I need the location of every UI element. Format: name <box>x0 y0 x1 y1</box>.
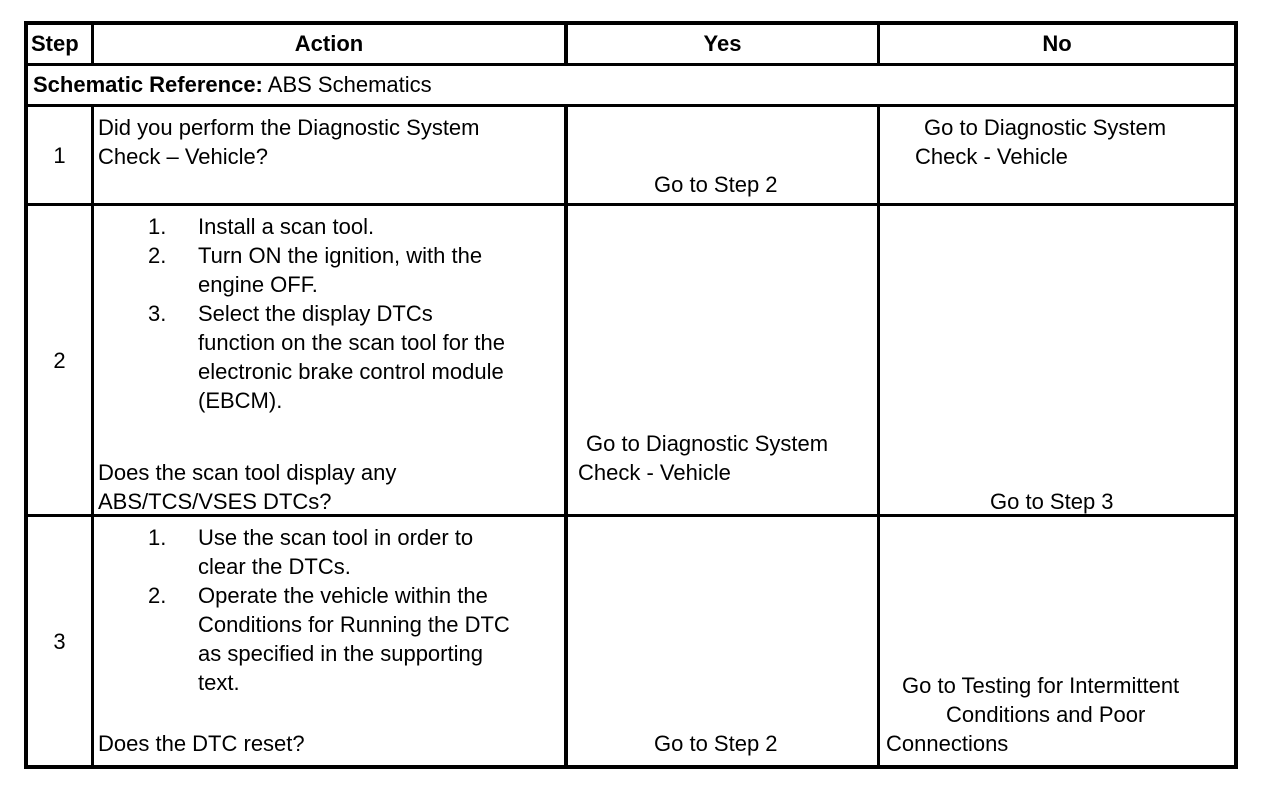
no-result: Go to Step 3 <box>990 489 1114 514</box>
header-action: Action <box>94 25 564 63</box>
yes-cell <box>568 107 877 203</box>
no-cell <box>880 206 1234 514</box>
substep-number: 1. <box>148 525 167 550</box>
action-cell <box>94 107 564 203</box>
no-result-line: Connections <box>886 731 1009 756</box>
action-cell <box>94 517 564 765</box>
yes-result-line: Go to Diagnostic System <box>586 431 829 456</box>
yes-cell <box>568 517 877 765</box>
substep-text: Use the scan tool in order to <box>198 525 474 550</box>
no-cell <box>880 517 1234 765</box>
action-line: Did you perform the Diagnostic System <box>98 115 480 140</box>
substep-text: (EBCM). <box>198 388 283 413</box>
substep-text: Turn ON the ignition, with the <box>198 243 483 268</box>
step-number-cell <box>28 107 91 203</box>
substep-item <box>94 299 568 415</box>
header-yes: Yes <box>568 25 877 63</box>
substep-text: Conditions for Running the DTC <box>198 612 510 637</box>
substep-number: 3. <box>148 301 167 326</box>
schematic-reference-row <box>28 66 1234 104</box>
header-step: Step <box>28 25 91 63</box>
yes-result: Go to Step 2 <box>654 172 778 197</box>
substep-text: Install a scan tool. <box>198 214 375 239</box>
substep-text: function on the scan tool for the <box>198 330 505 355</box>
step-number: 2 <box>53 347 66 373</box>
substep-text: Operate the vehicle within the <box>198 583 488 608</box>
substep-item <box>94 212 568 241</box>
question-line: ABS/TCS/VSES DTCs? <box>98 489 332 514</box>
substep-number: 2. <box>148 243 167 268</box>
no-result-line: Conditions and Poor <box>946 702 1146 727</box>
schematic-reference-value: ABS Schematics <box>267 72 432 97</box>
substep-text: clear the DTCs. <box>198 554 351 579</box>
no-result-line: Go to Diagnostic System <box>924 115 1167 140</box>
substep-item <box>94 241 568 299</box>
substep-item <box>94 523 568 581</box>
substep-text: electronic brake control module <box>198 359 504 384</box>
action-question <box>98 458 396 516</box>
no-result-line: Check - Vehicle <box>915 144 1068 169</box>
yes-result: Go to Step 2 <box>654 731 778 756</box>
substep-text: engine OFF. <box>198 272 318 297</box>
step-number-cell <box>28 206 91 514</box>
substep-item <box>94 581 568 697</box>
substep-number: 1. <box>148 214 167 239</box>
diagnostic-table <box>24 21 1238 769</box>
step-number-cell <box>28 517 91 765</box>
step-number: 1 <box>53 142 66 168</box>
substep-list <box>94 212 568 415</box>
substep-number: 2. <box>148 583 167 608</box>
yes-cell <box>568 206 877 514</box>
substep-text: as specified in the supporting <box>198 641 483 666</box>
action-question: Does the DTC reset? <box>98 731 305 756</box>
header-no: No <box>880 25 1234 63</box>
schematic-reference-label: Schematic Reference: <box>33 72 263 97</box>
yes-result-line: Check - Vehicle <box>578 460 731 485</box>
no-cell <box>880 107 1234 203</box>
action-cell <box>94 206 564 514</box>
step-number: 3 <box>53 628 66 654</box>
substep-text: Select the display DTCs <box>198 301 433 326</box>
question-line: Does the scan tool display any <box>98 460 397 485</box>
substep-list <box>94 523 568 697</box>
action-line: Check – Vehicle? <box>98 144 268 169</box>
no-result-line: Go to Testing for Intermittent <box>902 673 1180 698</box>
substep-text: text. <box>198 670 240 695</box>
action-question <box>98 113 480 171</box>
